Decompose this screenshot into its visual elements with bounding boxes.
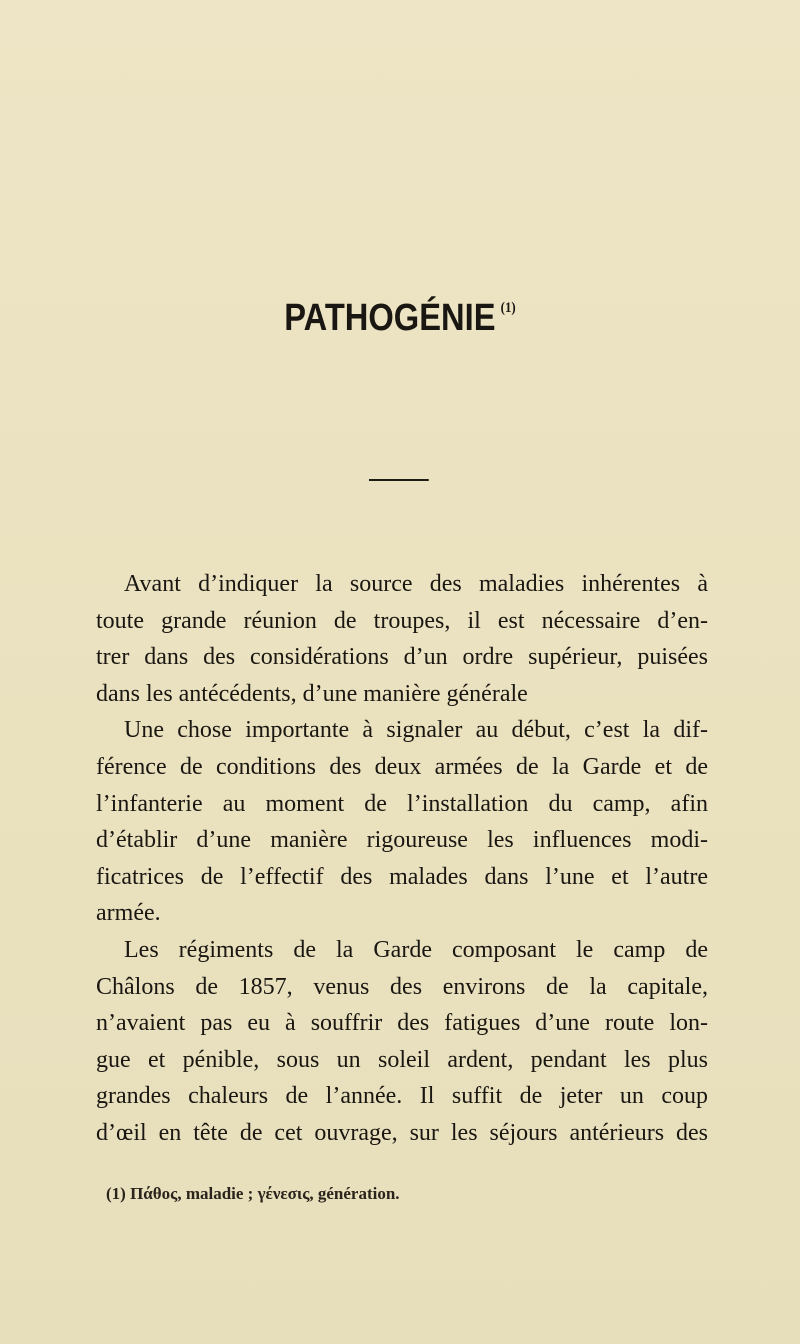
paragraph-3 [96, 932, 708, 1152]
text-line: grandes chaleurs de l’année. Il suffit de jeter un coup [96, 1083, 708, 1110]
body-text [96, 566, 708, 1152]
text-line: Avant d’indiquer la source des maladies inhérentes à [124, 571, 708, 597]
text-line: toute grande réunion de troupes, il est nécessaire d’en- [96, 607, 708, 634]
text-line: ficatrices de l’effectif des malades dans l’une et l’autre [96, 863, 708, 890]
paragraph-1 [96, 566, 708, 712]
text-line: n’avaient pas eu à souffrir des fatigues d’une route lon- [96, 1010, 708, 1037]
paragraph-2 [96, 712, 708, 932]
text-line: gue et pénible, sous un soleil ardent, pendant les plus [96, 1046, 708, 1073]
text-line: armée. [96, 900, 161, 927]
text-line: Les régiments de la Garde composant le camp de [124, 936, 708, 963]
text-line: Châlons de 1857, venus des environs de la capitale, [96, 973, 708, 1000]
footnote-reference: (1) [500, 300, 516, 316]
text-line: d’établir d’une manière rigoureuse les influences modi- [96, 827, 708, 854]
text-line: dans les antécédents, d’une manière générale [96, 680, 528, 707]
text-line: Une chose importante à signaler au début, c’est la dif- [124, 717, 708, 744]
chapter-title-text: PATHOGÉNIE [284, 297, 496, 339]
text-line: férence de conditions des deux armées de la Garde et de [96, 753, 708, 780]
text-line: trer dans des considérations d’un ordre supérieur, puisées [96, 644, 708, 671]
title-rule-ornament [369, 479, 429, 481]
chapter-title [56, 297, 744, 340]
text-line: d’œil en tête de cet ouvrage, sur les séjours antérieurs des [96, 1119, 708, 1146]
text-line: l’infanterie au moment de l’installation du camp, afin [96, 790, 708, 817]
footnote: (1) Πάθος, maladie ; γένεσις, génération. [106, 1184, 400, 1203]
